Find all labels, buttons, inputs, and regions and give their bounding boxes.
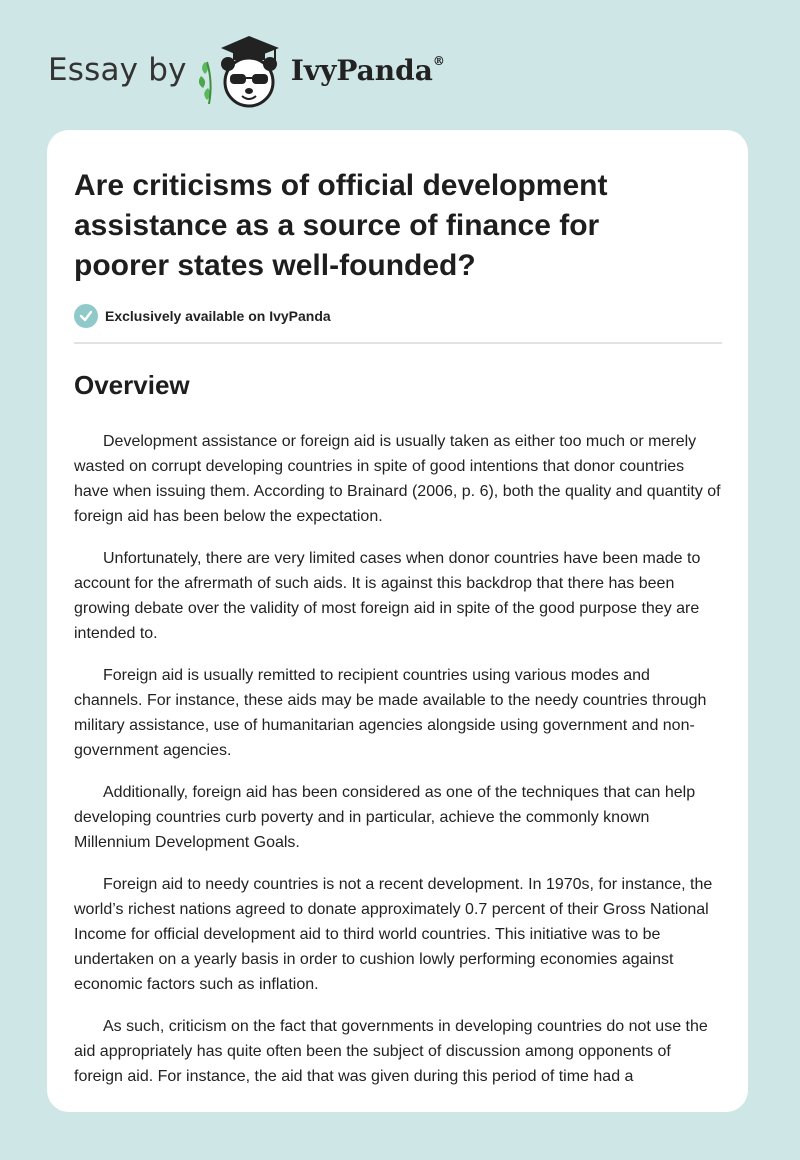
ivypanda-logo[interactable] <box>197 30 445 110</box>
check-icon <box>74 304 98 328</box>
essay-by-label: Essay by <box>48 52 187 88</box>
paragraph: Foreign aid is usually remitted to recipient countries using various modes and channels. For instance, these aids may be made available to the needy countries through military assistance, use of humanitarian agencies alongside using government and non-government agencies. <box>74 667 707 759</box>
paragraph: Additionally, foreign aid has been considered as one of the techniques that can help developing countries curb poverty and in particular, achieve the commonly known Millennium Development Goals. <box>74 784 696 851</box>
registered-mark: ® <box>432 54 445 69</box>
exclusive-badge-text: Exclusively available on IvyPanda <box>105 308 331 324</box>
paragraph: As such, criticism on the fact that governments in developing countries do not use the aid appropriately has quite often been the subject of discussion among opponents of foreign aid. For instance, the aid that was given during this period of time had a <box>74 1018 708 1085</box>
essay-title: Are criticisms of official development assistance as a source of finance for poorer states well-founded? <box>74 169 608 282</box>
title-divider <box>74 342 722 344</box>
paragraph: Foreign aid to needy countries is not a recent development. In 1970s, for instance, the world’s richest nations agreed to donate approximately 0.7 percent of their Gross National Income for official development aid to third world countries. This initiative was to be undertaken on a yearly basis in order to cushion lowly performing economies against economic factors such as inflation. <box>74 876 713 993</box>
exclusive-badge <box>74 304 722 328</box>
essay-card <box>47 130 748 1112</box>
paragraph: Unfortunately, there are very limited cases when donor countries have been made to account for the afrermath of such aids. It is against this backdrop that there has been growing debate over the validity of most foreign aid in spite of the good purpose they are intended to. <box>74 550 701 642</box>
site-header <box>48 30 445 110</box>
paragraph: Development assistance or foreign aid is usually taken as either too much or merely wasted on corrupt developing countries in spite of good intentions that donor countries have when issuing them. According to Brainard (2006, p. 6), both the quality and quantity of foreign aid has been below the expectation. <box>74 433 721 525</box>
brand-name: IvyPanda® <box>290 53 445 87</box>
panda-mascot-icon <box>197 30 287 110</box>
section-title-overview: Overview <box>74 370 190 400</box>
